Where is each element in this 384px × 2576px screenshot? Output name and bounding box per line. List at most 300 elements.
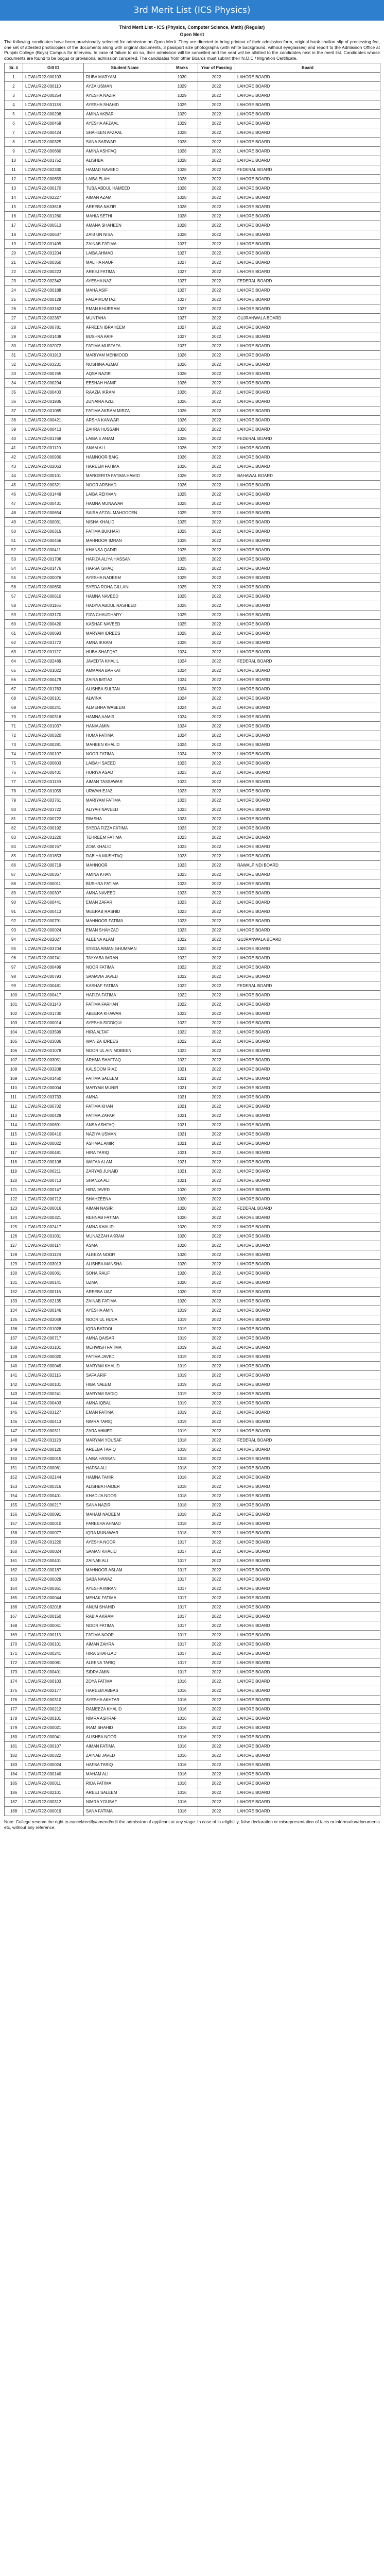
table-row (5, 295, 380, 304)
gill-id-cell: LCWU/R22-000411 (23, 546, 84, 555)
table-row (5, 731, 380, 740)
year-cell: 2022 (198, 434, 235, 444)
student-name-cell: ASMA (84, 1241, 166, 1250)
year-cell: 2022 (198, 1389, 235, 1399)
marks-cell: 1022 (166, 935, 198, 944)
year-cell: 2022 (198, 1788, 235, 1798)
board-cell: LAHORE BOARD (235, 82, 380, 91)
student-name-cell: HAMNOOR BAIG (84, 453, 166, 462)
sr-cell: 120 (5, 1176, 23, 1185)
gill-id-cell: LCWU/R22-000081 (23, 1658, 84, 1668)
board-cell: LAHORE BOARD (235, 796, 380, 805)
year-cell: 2022 (198, 1130, 235, 1139)
marks-cell: 1028 (166, 156, 198, 165)
sr-cell: 160 (5, 1547, 23, 1556)
gill-id-cell: LCWU/R22-000241 (23, 1389, 84, 1399)
marks-cell: 1019 (166, 1399, 198, 1408)
gill-id-cell: LCWU/R22-000192 (23, 824, 84, 833)
year-cell: 2022 (198, 138, 235, 147)
student-name-cell: AIMAN ZAHRA (84, 1640, 166, 1649)
year-cell: 2022 (198, 1454, 235, 1464)
student-name-cell: SANA FATIMA (84, 1807, 166, 1816)
year-cell: 2022 (198, 611, 235, 620)
student-name-cell: SAIRA AFZAL MAHOOCEN (84, 509, 166, 518)
year-cell: 2022 (198, 1185, 235, 1195)
board-cell: LAHORE BOARD (235, 991, 380, 1000)
marks-cell: 1018 (166, 1454, 198, 1464)
board-cell: LAHORE BOARD (235, 1325, 380, 1334)
sr-cell: 103 (5, 1019, 23, 1028)
year-cell: 2022 (198, 1621, 235, 1631)
sr-cell: 23 (5, 277, 23, 286)
board-cell: LAHORE BOARD (235, 1065, 380, 1074)
column-header-sr: Sr. # (5, 63, 23, 73)
gill-id-cell: LCWU/R22-000610 (23, 592, 84, 601)
sr-cell: 45 (5, 481, 23, 490)
marks-cell: 1017 (166, 1658, 198, 1668)
gill-id-cell: LCWU/R22-001220 (23, 1538, 84, 1547)
sr-cell: 145 (5, 1408, 23, 1417)
year-cell: 2022 (198, 787, 235, 796)
board-cell: LAHORE BOARD (235, 1287, 380, 1297)
sr-cell: 179 (5, 1723, 23, 1733)
student-name-cell: MARYAM YOUSAF (84, 1436, 166, 1445)
marks-cell: 1027 (166, 286, 198, 295)
sr-cell: 171 (5, 1649, 23, 1658)
gill-id-cell: LCWU/R22-000120 (23, 1445, 84, 1454)
board-cell: LAHORE BOARD (235, 1519, 380, 1529)
marks-cell: 1024 (166, 750, 198, 759)
year-cell: 2022 (198, 91, 235, 100)
year-cell: 2022 (198, 694, 235, 703)
year-cell: 2022 (198, 444, 235, 453)
year-cell: 2022 (198, 1009, 235, 1019)
marks-cell: 1020 (166, 1185, 198, 1195)
table-row (5, 509, 380, 518)
student-name-cell: URWAH EJAZ (84, 787, 166, 796)
board-cell: LAHORE BOARD (235, 731, 380, 740)
student-name-cell: ANUM SHAHID (84, 1603, 166, 1612)
student-name-cell: MARIYAM FATIMA (84, 796, 166, 805)
sr-cell: 25 (5, 295, 23, 304)
gill-id-cell: LCWU/R22-000459 (23, 119, 84, 128)
year-cell: 2022 (198, 379, 235, 388)
table-row (5, 1584, 380, 1594)
year-cell: 2022 (198, 1399, 235, 1408)
board-cell: LAHORE BOARD (235, 638, 380, 648)
gill-id-cell: LCWU/R22-000014 (23, 1019, 84, 1028)
table-row (5, 666, 380, 675)
board-cell: LAHORE BOARD (235, 1399, 380, 1408)
marks-cell: 1019 (166, 1306, 198, 1315)
marks-cell: 1022 (166, 1046, 198, 1056)
sr-cell: 41 (5, 444, 23, 453)
sr-cell: 141 (5, 1371, 23, 1380)
board-cell: LAHORE BOARD (235, 1315, 380, 1325)
year-cell: 2022 (198, 1723, 235, 1733)
student-name-cell: UZMA (84, 1278, 166, 1287)
year-cell: 2022 (198, 1733, 235, 1742)
gill-id-cell: LCWU/R22-001085 (23, 406, 84, 416)
sr-cell: 174 (5, 1677, 23, 1686)
table-row (5, 100, 380, 110)
sr-cell: 138 (5, 1343, 23, 1352)
student-name-cell: ZAINAB JAVED (84, 1751, 166, 1760)
student-name-cell: AQSA NAZIR (84, 369, 166, 379)
student-name-cell: AMNA NAVEED (84, 889, 166, 898)
board-cell: LAHORE BOARD (235, 1556, 380, 1566)
sr-cell: 133 (5, 1297, 23, 1306)
board-cell: LAHORE BOARD (235, 1389, 380, 1399)
sr-cell: 17 (5, 221, 23, 230)
gill-id-cell: LCWU/R22-000401 (23, 1556, 84, 1566)
gill-id-cell: LCWU/R22-000702 (23, 1102, 84, 1111)
table-row (5, 397, 380, 406)
gill-id-cell: LCWU/R22-002101 (23, 1788, 84, 1798)
student-name-cell: ZAIB UN NISA (84, 230, 166, 240)
year-cell: 2022 (198, 1714, 235, 1723)
board-cell: LAHORE BOARD (235, 1241, 380, 1250)
gill-id-cell: LCWU/R22-002115 (23, 1371, 84, 1380)
board-cell: LAHORE BOARD (235, 518, 380, 527)
board-cell: LAHORE BOARD (235, 1677, 380, 1686)
marks-cell: 1019 (166, 1408, 198, 1417)
board-cell: LAHORE BOARD (235, 1584, 380, 1594)
sr-cell: 5 (5, 110, 23, 119)
marks-cell: 1028 (166, 175, 198, 184)
board-cell: LAHORE BOARD (235, 388, 380, 397)
student-name-cell: EMAN SHAHZAD (84, 926, 166, 935)
board-cell: LAHORE BOARD (235, 1306, 380, 1315)
column-header-gill-id: Gill ID (23, 63, 84, 73)
student-name-cell: REHNAB FATIMA (84, 1213, 166, 1223)
year-cell: 2022 (198, 351, 235, 360)
board-cell: FEDERAL BOARD (235, 1436, 380, 1445)
board-cell: LAHORE BOARD (235, 1770, 380, 1779)
table-row (5, 1529, 380, 1538)
year-cell: 2022 (198, 648, 235, 657)
sr-cell: 87 (5, 870, 23, 879)
sr-cell: 57 (5, 592, 23, 601)
board-cell: LAHORE BOARD (235, 1083, 380, 1093)
table-row (5, 175, 380, 184)
table-row (5, 1427, 380, 1436)
table-row (5, 1751, 380, 1760)
gill-id-cell: LCWU/R22-000424 (23, 128, 84, 138)
marks-cell: 1016 (166, 1696, 198, 1705)
gill-id-cell: LCWU/R22-000011 (23, 879, 84, 889)
gill-id-cell: LCWU/R22-001022 (23, 666, 84, 675)
student-name-cell: ALISHBA HAIDER (84, 1482, 166, 1492)
year-cell: 2022 (198, 1798, 235, 1807)
board-cell: LAHORE BOARD (235, 1334, 380, 1343)
sr-cell: 11 (5, 165, 23, 175)
sr-cell: 73 (5, 740, 23, 750)
gill-id-cell: LCWU/R22-000403 (23, 1399, 84, 1408)
sr-cell: 90 (5, 898, 23, 907)
board-cell: GUJRANWALA BOARD (235, 935, 380, 944)
board-cell: LAHORE BOARD (235, 425, 380, 434)
board-cell: LAHORE BOARD (235, 1297, 380, 1306)
marks-cell: 1023 (166, 768, 198, 777)
sr-cell: 164 (5, 1584, 23, 1594)
sr-cell: 58 (5, 601, 23, 611)
sr-cell: 1 (5, 73, 23, 82)
student-name-cell: SANA NAZIR (84, 1501, 166, 1510)
table-row (5, 499, 380, 509)
year-cell: 2022 (198, 954, 235, 963)
year-cell: 2022 (198, 963, 235, 972)
year-cell: 2022 (198, 156, 235, 165)
table-row (5, 434, 380, 444)
marks-cell: 1017 (166, 1603, 198, 1612)
sr-cell: 101 (5, 1000, 23, 1009)
year-cell: 2022 (198, 388, 235, 397)
board-cell: BAHAWAL BOARD (235, 471, 380, 481)
sr-cell: 28 (5, 323, 23, 332)
table-row (5, 1501, 380, 1510)
sr-cell: 55 (5, 573, 23, 583)
board-cell: LAHORE BOARD (235, 926, 380, 935)
student-name-cell: SAFA ARIF (84, 1371, 166, 1380)
student-name-cell: EMAN FATIMA (84, 1408, 166, 1417)
year-cell: 2022 (198, 267, 235, 277)
student-name-cell: LAIBA AHMAD (84, 249, 166, 258)
marks-cell: 1022 (166, 954, 198, 963)
board-cell: LAHORE BOARD (235, 490, 380, 499)
marks-cell: 1024 (166, 657, 198, 666)
sr-cell: 36 (5, 397, 23, 406)
gill-id-cell: LCWU/R22-003051 (23, 1056, 84, 1065)
board-cell: LAHORE BOARD (235, 240, 380, 249)
sr-cell: 69 (5, 703, 23, 713)
board-cell: LAHORE BOARD (235, 1111, 380, 1121)
gill-id-cell: LCWU/R22-000315 (23, 527, 84, 536)
student-name-cell: RABIA AKRAM (84, 1612, 166, 1621)
table-row (5, 1389, 380, 1399)
student-name-cell: MAHNOOR (84, 861, 166, 870)
gill-id-cell: LCWU/R22-000016 (23, 1204, 84, 1213)
student-name-cell: AREEJ FATIMA (84, 267, 166, 277)
sr-cell: 144 (5, 1399, 23, 1408)
gill-id-cell: LCWU/R22-001706 (23, 555, 84, 564)
gill-id-cell: LCWU/R22-000241 (23, 703, 84, 713)
gill-id-cell: LCWU/R22-000113 (23, 1631, 84, 1640)
table-row (5, 991, 380, 1000)
board-cell: LAHORE BOARD (235, 629, 380, 638)
table-row (5, 787, 380, 796)
board-cell: RAWALPINDI BOARD (235, 861, 380, 870)
gill-id-cell: LCWU/R22-000712 (23, 1195, 84, 1204)
student-name-cell: WAFAA ALAM (84, 1158, 166, 1167)
sr-cell: 135 (5, 1315, 23, 1325)
marks-cell: 1026 (166, 481, 198, 490)
sr-cell: 163 (5, 1575, 23, 1584)
student-name-cell: MAHAM NADEEM (84, 1510, 166, 1519)
board-cell: LAHORE BOARD (235, 852, 380, 861)
sr-cell: 95 (5, 944, 23, 954)
board-cell: LAHORE BOARD (235, 592, 380, 601)
student-name-cell: AMINA ASHFAQ (84, 147, 166, 156)
table-row (5, 1677, 380, 1686)
table-row (5, 972, 380, 981)
year-cell: 2022 (198, 323, 235, 332)
table-row (5, 675, 380, 685)
gill-id-cell: LCWU/R22-000101 (23, 1640, 84, 1649)
sr-cell: 2 (5, 82, 23, 91)
student-name-cell: BUSHRA ARIF (84, 332, 166, 342)
student-name-cell: ALWINA (84, 694, 166, 703)
sr-cell: 112 (5, 1102, 23, 1111)
gill-id-cell: LCWU/R22-001037 (23, 722, 84, 731)
board-cell: LAHORE BOARD (235, 889, 380, 898)
table-header-row (5, 63, 380, 73)
board-cell: LAHORE BOARD (235, 1631, 380, 1640)
sr-cell: 61 (5, 629, 23, 638)
year-cell: 2022 (198, 815, 235, 824)
sr-cell: 170 (5, 1640, 23, 1649)
year-cell: 2022 (198, 870, 235, 879)
table-row (5, 351, 380, 360)
year-cell: 2022 (198, 1297, 235, 1306)
board-cell: LAHORE BOARD (235, 1612, 380, 1621)
marks-cell: 1017 (166, 1621, 198, 1631)
sr-cell: 168 (5, 1621, 23, 1631)
gill-id-cell: LCWU/R22-000298 (23, 110, 84, 119)
sr-cell: 151 (5, 1464, 23, 1473)
year-cell: 2022 (198, 527, 235, 536)
board-cell: LAHORE BOARD (235, 1538, 380, 1547)
table-row (5, 1631, 380, 1640)
sr-cell: 33 (5, 369, 23, 379)
student-name-cell: HAREEM FATIMA (84, 462, 166, 471)
marks-cell: 1021 (166, 1158, 198, 1167)
sr-cell: 97 (5, 963, 23, 972)
gill-id-cell: LCWU/R22-001449 (23, 490, 84, 499)
year-cell: 2022 (198, 1028, 235, 1037)
table-row (5, 852, 380, 861)
board-cell: LAHORE BOARD (235, 462, 380, 471)
year-cell: 2022 (198, 1760, 235, 1770)
student-name-cell: HANIA AMIN (84, 722, 166, 731)
year-cell: 2022 (198, 481, 235, 490)
year-cell: 2022 (198, 796, 235, 805)
sr-cell: 42 (5, 453, 23, 462)
marks-cell: 1017 (166, 1566, 198, 1575)
marks-cell: 1025 (166, 611, 198, 620)
year-cell: 2022 (198, 1139, 235, 1148)
sr-cell: 111 (5, 1093, 23, 1102)
student-name-cell: ZAIRA IMTIAZ (84, 675, 166, 685)
table-row (5, 713, 380, 722)
student-name-cell: RUBA MARYAM (84, 73, 166, 82)
student-name-cell: HAREEM ABBAS (84, 1686, 166, 1696)
student-name-cell: ALEENA TARIQ (84, 1658, 166, 1668)
table-body (5, 73, 380, 1816)
gill-id-cell: LCWU/R22-000187 (23, 1566, 84, 1575)
student-name-cell: ALISHBA MANSHA (84, 1260, 166, 1269)
marks-cell: 1025 (166, 601, 198, 611)
table-row (5, 1185, 380, 1195)
table-row (5, 1492, 380, 1501)
year-cell: 2022 (198, 1371, 235, 1380)
year-cell: 2022 (198, 184, 235, 193)
table-row (5, 1575, 380, 1584)
table-row (5, 777, 380, 787)
board-cell: LAHORE BOARD (235, 453, 380, 462)
gill-id-cell: LCWU/R22-001220 (23, 833, 84, 842)
marks-cell: 1021 (166, 1176, 198, 1185)
year-cell: 2022 (198, 342, 235, 351)
student-name-cell: HUBA SHAFQAT (84, 648, 166, 657)
sr-cell: 83 (5, 833, 23, 842)
marks-cell: 1018 (166, 1501, 198, 1510)
table-row (5, 1380, 380, 1389)
gill-id-cell: LCWU/R22-001772 (23, 638, 84, 648)
year-cell: 2022 (198, 620, 235, 629)
gill-id-cell: LCWU/R22-000767 (23, 842, 84, 852)
board-cell: LAHORE BOARD (235, 1427, 380, 1436)
marks-cell: 1018 (166, 1492, 198, 1501)
board-cell: LAHORE BOARD (235, 1566, 380, 1575)
gill-id-cell: LCWU/R22-003162 (23, 304, 84, 314)
sr-cell: 86 (5, 861, 23, 870)
marks-cell: 1026 (166, 462, 198, 471)
gill-id-cell: LCWU/R22-000294 (23, 379, 84, 388)
table-row (5, 694, 380, 703)
marks-cell: 1024 (166, 666, 198, 675)
student-name-cell: MAHNOOR ASLAM (84, 1566, 166, 1575)
gill-id-cell: LCWU/R22-003013 (23, 1260, 84, 1269)
marks-cell: 1016 (166, 1705, 198, 1714)
sr-cell: 188 (5, 1807, 23, 1816)
sr-cell: 100 (5, 991, 23, 1000)
marks-cell: 1027 (166, 258, 198, 267)
table-row (5, 379, 380, 388)
board-cell: GUJRANWALA BOARD (235, 314, 380, 323)
board-cell: LAHORE BOARD (235, 444, 380, 453)
student-name-cell: MARGERITA FATIMA HAMID (84, 471, 166, 481)
student-name-cell: LAIBA E ANAM (84, 434, 166, 444)
marks-cell: 1028 (166, 221, 198, 230)
marks-cell: 1019 (166, 1417, 198, 1427)
table-row (5, 128, 380, 138)
student-name-cell: HAFIZA FATIMA (84, 991, 166, 1000)
table-row (5, 1074, 380, 1083)
board-cell: LAHORE BOARD (235, 1482, 380, 1492)
gill-id-cell: LCWU/R22-000310 (23, 1696, 84, 1705)
year-cell: 2022 (198, 555, 235, 564)
student-name-cell: NOOR ARSHAD (84, 481, 166, 490)
table-row (5, 1287, 380, 1297)
board-cell: LAHORE BOARD (235, 768, 380, 777)
gill-id-cell: LCWU/R22-000188 (23, 286, 84, 295)
gill-id-cell: LCWU/R22-000128 (23, 295, 84, 304)
table-row (5, 1130, 380, 1139)
gill-id-cell: LCWU/R22-003599 (23, 1028, 84, 1037)
marks-cell: 1027 (166, 332, 198, 342)
sr-cell: 3 (5, 91, 23, 100)
year-cell: 2022 (198, 1427, 235, 1436)
year-cell: 2022 (198, 1770, 235, 1779)
board-cell: LAHORE BOARD (235, 564, 380, 573)
student-name-cell: MARYAM SADIQ (84, 1389, 166, 1399)
gill-id-cell: LCWU/R22-001128 (23, 1436, 84, 1445)
table-row (5, 1306, 380, 1315)
year-cell: 2022 (198, 592, 235, 601)
student-name-cell: HAMNA MUNAWAR (84, 499, 166, 509)
marks-cell: 1021 (166, 1139, 198, 1148)
